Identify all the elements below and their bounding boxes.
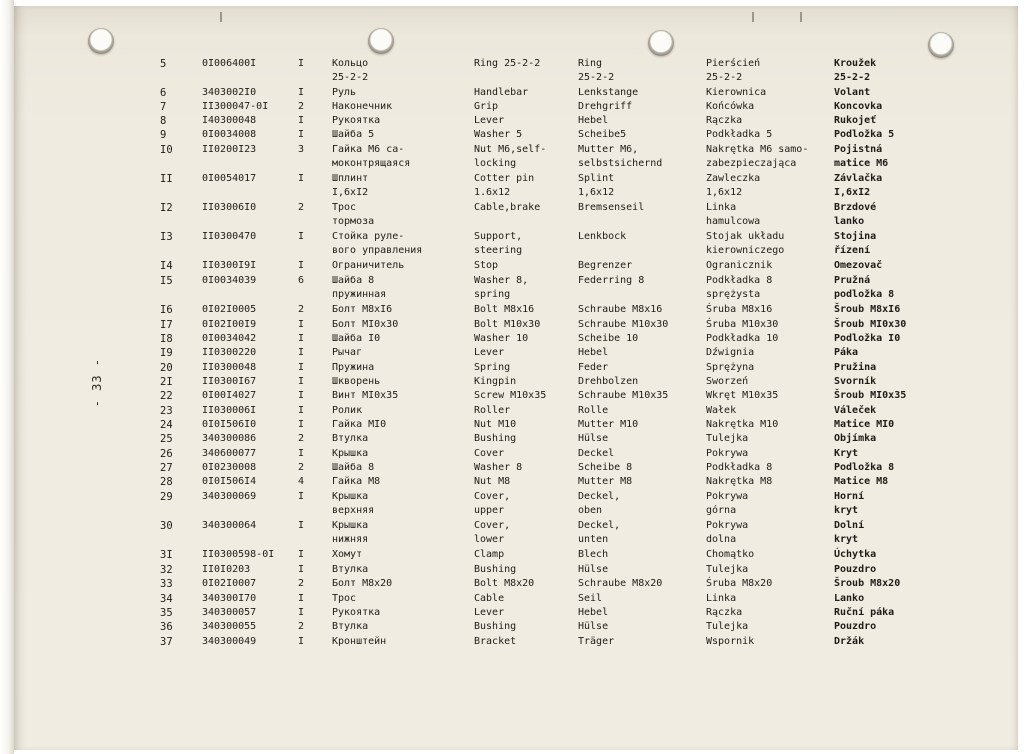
name-czech: Úchytka <box>834 549 877 560</box>
name-german: Lenkstange <box>578 87 639 98</box>
part-code: 0I006400I <box>202 58 257 69</box>
name-polish: Nakrętka M6 samo- zabezpieczająca <box>706 144 809 169</box>
name-english: Lever <box>474 115 505 126</box>
name-polish: Linka hamulcowa <box>706 202 761 227</box>
name-russian: Гайка М8 <box>332 476 381 487</box>
name-czech: Podložka 8 <box>834 462 895 473</box>
name-russian: Хомут <box>332 549 363 560</box>
quantity: I <box>298 636 305 647</box>
name-polish: Końcówka <box>706 101 755 112</box>
name-english: Nut M6,self- locking <box>474 144 547 169</box>
name-english: Cover, lower <box>474 520 511 545</box>
quantity: I <box>298 260 305 271</box>
quantity: 2 <box>298 101 305 112</box>
name-russian: Кольцо 25-2-2 <box>332 58 369 83</box>
item-number: 34 <box>160 593 173 605</box>
name-czech: Pružina <box>834 362 877 373</box>
name-russian: Трос тормоза <box>332 202 375 227</box>
name-english: Screw M10x35 <box>474 390 547 401</box>
name-polish: Rączka <box>706 607 743 618</box>
name-english: Bushing <box>474 433 517 444</box>
punch-hole <box>368 28 394 54</box>
name-german: Schraube M8x16 <box>578 304 663 315</box>
name-czech: Kroužek 25-2-2 <box>834 58 877 83</box>
name-german: Drehbolzen <box>578 376 639 387</box>
name-english: Washer 8 <box>474 462 523 473</box>
quantity: 2 <box>298 202 305 213</box>
item-number: 26 <box>160 448 173 460</box>
name-german: Träger <box>578 636 615 647</box>
name-russian: Шплинт I,6xI2 <box>332 173 369 198</box>
part-code: II0300048 <box>202 362 257 373</box>
name-russian: Гайка МI0 <box>332 419 387 430</box>
name-polish: Linka <box>706 593 737 604</box>
quantity: I <box>298 115 305 126</box>
name-english: Clamp <box>474 549 505 560</box>
name-czech: Šroub MI0x35 <box>834 390 907 401</box>
item-number: 2I <box>160 376 173 388</box>
name-polish: Rączka <box>706 115 743 126</box>
name-russian: Рукоятка <box>332 115 381 126</box>
name-russian: Крышка нижняя <box>332 520 369 545</box>
name-czech: Váleček <box>834 405 877 416</box>
part-code: 0I02I00I9 <box>202 319 257 330</box>
name-english: Lever <box>474 347 505 358</box>
name-german: Hebel <box>578 347 609 358</box>
item-number: I9 <box>160 347 173 359</box>
name-english: Roller <box>474 405 511 416</box>
part-code: 340300064 <box>202 520 257 531</box>
part-code: 0I0I506I0 <box>202 419 257 430</box>
part-code: II0300I67 <box>202 376 257 387</box>
page-edge <box>0 0 14 754</box>
item-number: 3I <box>160 549 173 561</box>
name-czech: Objímka <box>834 433 877 444</box>
name-english: Washer 5 <box>474 129 523 140</box>
part-code: 340300086 <box>202 433 257 444</box>
name-german: Scheibe 10 <box>578 333 639 344</box>
name-german: Mutter M8 <box>578 476 633 487</box>
name-polish: Sworzeń <box>706 376 749 387</box>
item-number: 37 <box>160 636 173 648</box>
name-czech: Šroub M8xI6 <box>834 304 901 315</box>
name-russian: Наконечник <box>332 101 393 112</box>
name-german: Hülse <box>578 433 609 444</box>
item-number: 22 <box>160 390 173 402</box>
name-czech: Stojina řízení <box>834 231 877 256</box>
item-number: 36 <box>160 621 173 633</box>
item-number: 5 <box>160 58 167 70</box>
item-number: I0 <box>160 144 173 156</box>
name-russian: Кронштейн <box>332 636 387 647</box>
name-czech: Držák <box>834 636 865 647</box>
punch-hole <box>88 28 114 54</box>
part-code: 340300069 <box>202 491 257 502</box>
quantity: I <box>298 347 305 358</box>
name-russian: Болт М8x20 <box>332 578 393 589</box>
item-number: 9 <box>160 129 167 141</box>
item-number: 23 <box>160 405 173 417</box>
name-english: Nut M10 <box>474 419 517 430</box>
name-polish: Sprężyna <box>706 362 755 373</box>
quantity: I <box>298 607 305 618</box>
item-number: I4 <box>160 260 173 272</box>
part-code: 0I0054017 <box>202 173 257 184</box>
part-code: II0300470 <box>202 231 257 242</box>
name-polish: Tulejka <box>706 433 749 444</box>
name-czech: Šroub M8x20 <box>834 578 901 589</box>
page-number: - 33 - <box>90 358 104 408</box>
name-russian: Ограничитель <box>332 260 405 271</box>
name-russian: Шайба 8 пружинная <box>332 275 387 300</box>
name-czech: Podložka I0 <box>834 333 901 344</box>
name-polish: Wkręt M10x35 <box>706 390 779 401</box>
name-english: Bolt M8x20 <box>474 578 535 589</box>
name-russian: Гайка М6 са- моконтрящаяся <box>332 144 411 169</box>
table-row <box>14 635 1018 669</box>
quantity: 3 <box>298 144 305 155</box>
name-russian: Рукоятка <box>332 607 381 618</box>
name-german: Bremsenseil <box>578 202 645 213</box>
name-english: Stop <box>474 260 499 271</box>
name-czech: Lanko <box>834 593 865 604</box>
item-number: 25 <box>160 433 173 445</box>
name-czech: Matice M8 <box>834 476 889 487</box>
document-page <box>14 6 1018 750</box>
name-polish: Pokrywa górna <box>706 491 749 516</box>
name-russian: Втулка <box>332 564 369 575</box>
name-german: Schraube M8x20 <box>578 578 663 589</box>
item-number: I2 <box>160 202 173 214</box>
name-polish: Dźwignia <box>706 347 755 358</box>
name-polish: Chomątko <box>706 549 755 560</box>
name-polish: Podkładka 10 <box>706 333 779 344</box>
name-czech: Matice MI0 <box>834 419 895 430</box>
name-czech: Pouzdro <box>834 564 877 575</box>
staple-mark <box>220 12 222 22</box>
name-english: Bolt M10x30 <box>474 319 541 330</box>
quantity: 2 <box>298 578 305 589</box>
name-english: Bracket <box>474 636 517 647</box>
name-russian: Стойка руле- вого управления <box>332 231 423 256</box>
item-number: 20 <box>160 362 173 374</box>
quantity: I <box>298 491 305 502</box>
name-german: Begrenzer <box>578 260 633 271</box>
name-polish: Kierownica <box>706 87 767 98</box>
name-russian: Болт МI0x30 <box>332 319 399 330</box>
name-english: Handlebar <box>474 87 529 98</box>
name-czech: Páka <box>834 347 859 358</box>
part-code: 3403002I0 <box>202 87 257 98</box>
name-russian: Шайба 8 <box>332 462 375 473</box>
item-number: 32 <box>160 564 173 576</box>
quantity: I <box>298 231 305 242</box>
name-german: Drehgriff <box>578 101 633 112</box>
name-czech: Koncovka <box>834 101 883 112</box>
part-code: 340300055 <box>202 621 257 632</box>
name-polish: Nakrętka M8 <box>706 476 773 487</box>
name-czech: Svorník <box>834 376 877 387</box>
name-english: Cotter pin 1.6x12 <box>474 173 535 198</box>
quantity: I <box>298 549 305 560</box>
name-polish: Śruba M10x30 <box>706 319 779 330</box>
quantity: I <box>298 419 305 430</box>
name-polish: Pokrywa <box>706 448 749 459</box>
name-polish: Wspornik <box>706 636 755 647</box>
name-german: Blech <box>578 549 609 560</box>
part-code: II03006I0 <box>202 202 257 213</box>
quantity: I <box>298 448 305 459</box>
part-code: 340300049 <box>202 636 257 647</box>
part-code: 340300I70 <box>202 593 257 604</box>
name-german: Hülse <box>578 564 609 575</box>
name-polish: Podkładka 8 sprężysta <box>706 275 773 300</box>
name-czech: Omezovač <box>834 260 883 271</box>
name-czech: Rukojeť <box>834 115 877 126</box>
item-number: I3 <box>160 231 173 243</box>
quantity: I <box>298 129 305 140</box>
quantity: 2 <box>298 621 305 632</box>
item-number: 35 <box>160 607 173 619</box>
staple-mark <box>752 12 754 22</box>
name-english: Cable <box>474 593 505 604</box>
item-number: 28 <box>160 476 173 488</box>
name-english: Cable,brake <box>474 202 541 213</box>
name-english: Grip <box>474 101 499 112</box>
name-polish: Nakrętka M10 <box>706 419 779 430</box>
name-polish: Śruba M8x20 <box>706 578 773 589</box>
name-czech: Pouzdro <box>834 621 877 632</box>
name-russian: Ролик <box>332 405 363 416</box>
name-czech: Horní kryt <box>834 491 865 516</box>
name-polish: Tulejka <box>706 621 749 632</box>
name-czech: Závlačka I,6xI2 <box>834 173 883 198</box>
name-polish: Pierścień 25-2-2 <box>706 58 761 83</box>
part-code: 0I0034039 <box>202 275 257 286</box>
part-code: 0I0034008 <box>202 129 257 140</box>
name-german: Scheibe 8 <box>578 462 633 473</box>
item-number: 8 <box>160 115 167 127</box>
name-english: Kingpin <box>474 376 517 387</box>
name-czech: Dolní kryt <box>834 520 865 545</box>
name-english: Washer 8, spring <box>474 275 529 300</box>
item-number: I5 <box>160 275 173 287</box>
name-russian: Пружина <box>332 362 375 373</box>
name-german: Hülse <box>578 621 609 632</box>
quantity: I <box>298 593 305 604</box>
name-czech: Ruční páka <box>834 607 895 618</box>
name-russian: Шкворень <box>332 376 381 387</box>
quantity: 4 <box>298 476 305 487</box>
name-czech: Kryt <box>834 448 859 459</box>
quantity: 2 <box>298 304 305 315</box>
item-number: 29 <box>160 491 173 503</box>
name-english: Bushing <box>474 621 517 632</box>
name-polish: Stojak układu kierowniczego <box>706 231 785 256</box>
part-code: 340600077 <box>202 448 257 459</box>
name-german: Schraube M10x30 <box>578 319 669 330</box>
quantity: I <box>298 520 305 531</box>
name-english: Cover, upper <box>474 491 511 516</box>
name-english: Lever <box>474 607 505 618</box>
name-german: Ring 25-2-2 <box>578 58 615 83</box>
part-code: 0I0034042 <box>202 333 257 344</box>
name-english: Cover <box>474 448 505 459</box>
quantity: I <box>298 173 305 184</box>
item-number: II <box>160 173 173 185</box>
name-english: Washer 10 <box>474 333 529 344</box>
name-english: Spring <box>474 362 511 373</box>
name-russian: Втулка <box>332 621 369 632</box>
name-german: Hebel <box>578 607 609 618</box>
part-code: 0I0230008 <box>202 462 257 473</box>
part-code: II0300598-0I <box>202 549 275 560</box>
quantity: 6 <box>298 275 305 286</box>
quantity: I <box>298 564 305 575</box>
name-polish: Podkładka 8 <box>706 462 773 473</box>
name-english: Bolt M8x16 <box>474 304 535 315</box>
name-polish: Pokrywa dolna <box>706 520 749 545</box>
name-czech: Pojistná matice M6 <box>834 144 889 169</box>
name-russian: Шайба I0 <box>332 333 381 344</box>
part-code: 0I0I506I4 <box>202 476 257 487</box>
name-russian: Крышка верхняя <box>332 491 375 516</box>
item-number: 30 <box>160 520 173 532</box>
name-german: Deckel, unten <box>578 520 621 545</box>
name-russian: Шайба 5 <box>332 129 375 140</box>
item-number: 33 <box>160 578 173 590</box>
item-number: 7 <box>160 101 167 113</box>
name-german: Deckel, oben <box>578 491 621 516</box>
name-czech: Volant <box>834 87 871 98</box>
staple-mark <box>800 12 802 22</box>
quantity: I <box>298 362 305 373</box>
name-polish: Ogranicznik <box>706 260 773 271</box>
name-german: Mutter M6, selbstsichernd <box>578 144 663 169</box>
quantity: I <box>298 405 305 416</box>
name-german: Scheibe5 <box>578 129 627 140</box>
name-polish: Zawleczka 1,6x12 <box>706 173 761 198</box>
item-number: I7 <box>160 319 173 331</box>
name-german: Deckel <box>578 448 615 459</box>
part-code: II0I0203 <box>202 564 251 575</box>
name-russian: Болт М8xI6 <box>332 304 393 315</box>
name-german: Schraube M10x35 <box>578 390 669 401</box>
quantity: I <box>298 58 305 69</box>
part-code: II300047-0I <box>202 101 269 112</box>
part-code: II0200I23 <box>202 144 257 155</box>
quantity: I <box>298 390 305 401</box>
name-english: Nut M8 <box>474 476 511 487</box>
name-german: Mutter M10 <box>578 419 639 430</box>
item-number: I8 <box>160 333 173 345</box>
name-german: Rolle <box>578 405 609 416</box>
punch-hole <box>648 30 674 56</box>
part-code: II030006I <box>202 405 257 416</box>
quantity: I <box>298 319 305 330</box>
item-number: 27 <box>160 462 173 474</box>
name-czech: Šroub MI0x30 <box>834 319 907 330</box>
name-german: Seil <box>578 593 603 604</box>
item-number: I6 <box>160 304 173 316</box>
punch-hole <box>928 32 954 58</box>
name-german: Lenkbock <box>578 231 627 242</box>
part-code: II0300I9I <box>202 260 257 271</box>
name-polish: Tulejka <box>706 564 749 575</box>
quantity: I <box>298 376 305 387</box>
name-german: Feder <box>578 362 609 373</box>
name-russian: Трос <box>332 593 357 604</box>
part-code: 340300057 <box>202 607 257 618</box>
quantity: 2 <box>298 462 305 473</box>
part-code: 0I02I0007 <box>202 578 257 589</box>
quantity: 2 <box>298 433 305 444</box>
name-german: Federring 8 <box>578 275 645 286</box>
name-german: Hebel <box>578 115 609 126</box>
name-polish: Podkładka 5 <box>706 129 773 140</box>
name-russian: Рычаг <box>332 347 363 358</box>
name-polish: Śruba M8x16 <box>706 304 773 315</box>
part-code: 0I00I4027 <box>202 390 257 401</box>
name-english: Support, steering <box>474 231 523 256</box>
item-number: 24 <box>160 419 173 431</box>
part-code: II0300220 <box>202 347 257 358</box>
name-czech: Podložka 5 <box>834 129 895 140</box>
part-code: I40300048 <box>202 115 257 126</box>
name-german: Splint 1,6x12 <box>578 173 615 198</box>
name-russian: Крышка <box>332 448 369 459</box>
name-czech: Brzdové lanko <box>834 202 877 227</box>
name-russian: Руль <box>332 87 357 98</box>
quantity: I <box>298 87 305 98</box>
quantity: I <box>298 333 305 344</box>
name-czech: Pružná podložka 8 <box>834 275 895 300</box>
name-russian: Втулка <box>332 433 369 444</box>
name-polish: Wałek <box>706 405 737 416</box>
part-code: 0I02I0005 <box>202 304 257 315</box>
name-english: Ring 25-2-2 <box>474 58 541 69</box>
name-russian: Винт МI0x35 <box>332 390 399 401</box>
item-number: 6 <box>160 87 167 99</box>
name-english: Bushing <box>474 564 517 575</box>
